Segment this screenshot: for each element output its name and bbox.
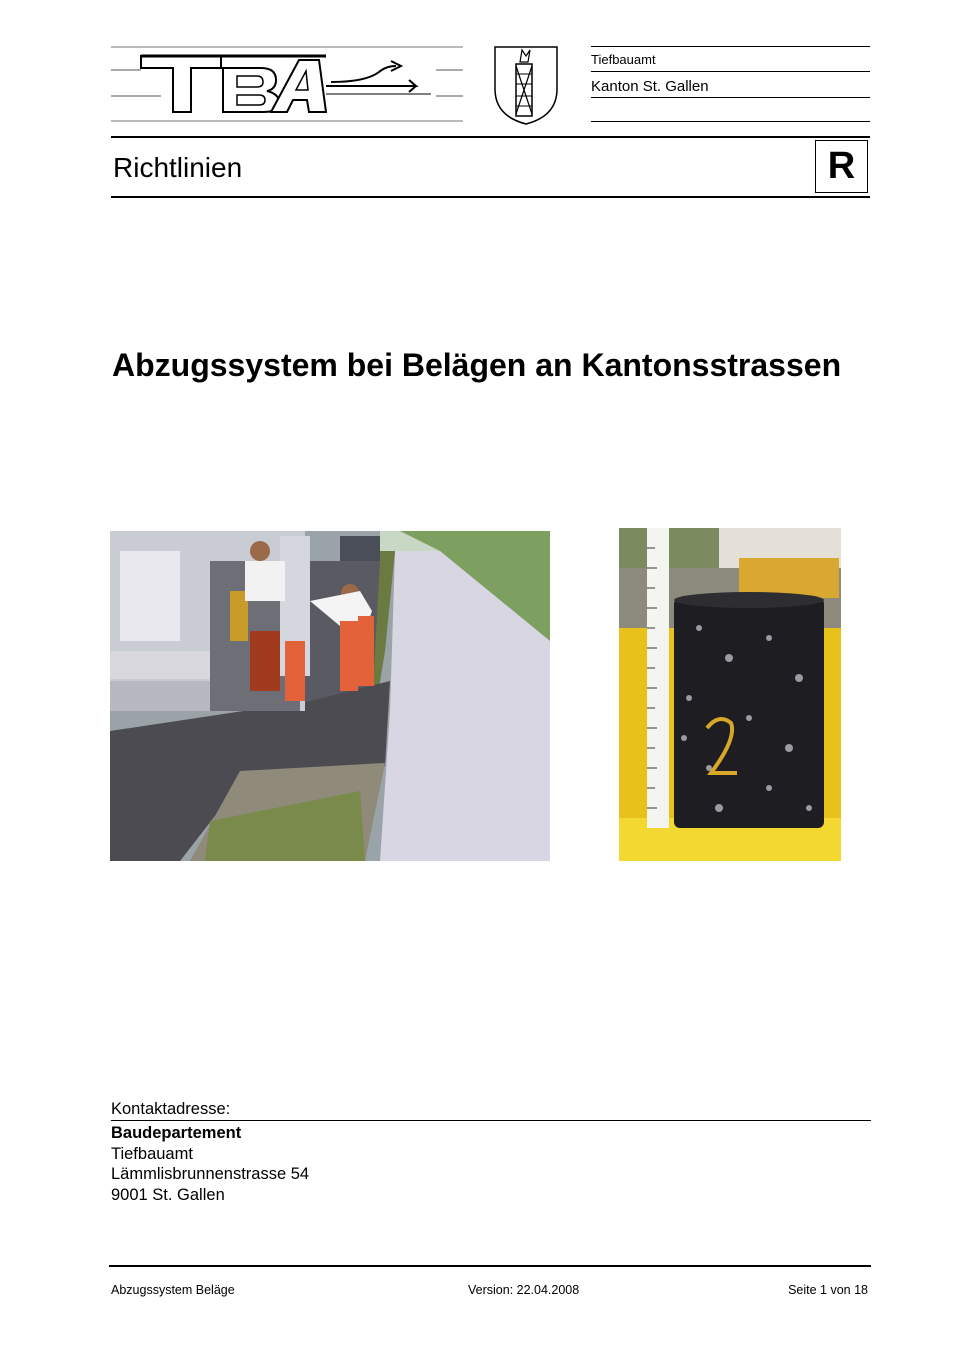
footer-rule xyxy=(109,1265,871,1267)
footer-version: Version: 22.04.2008 xyxy=(468,1283,580,1297)
header-rule xyxy=(591,71,870,72)
contact-department: Baudepartement xyxy=(111,1124,242,1142)
header-rule xyxy=(591,97,870,98)
canton-name: Kanton St. Gallen xyxy=(591,78,709,95)
contact-street: Lämmlisbrunnenstrasse 54 xyxy=(111,1165,310,1183)
paving-work-photo xyxy=(110,531,550,861)
tba-logo xyxy=(111,44,463,124)
org-name: Tiefbauamt xyxy=(591,52,656,67)
contact-rule xyxy=(111,1120,871,1121)
contact-label: Kontaktadresse: xyxy=(111,1100,231,1118)
contact-city: 9001 St. Gallen xyxy=(111,1185,225,1204)
header-rule xyxy=(591,121,870,122)
header-rule xyxy=(591,46,870,47)
footer-page-number: Seite 1 von 18 xyxy=(788,1283,868,1297)
contact-office: Tiefbauamt xyxy=(111,1144,193,1163)
contact-address xyxy=(111,1123,309,1205)
category-label: Richtlinien xyxy=(113,152,243,183)
category-rule-top xyxy=(111,136,870,138)
footer-doc-name: Abzugssystem Beläge xyxy=(111,1283,235,1297)
category-letter-box: R xyxy=(815,140,868,193)
asphalt-core-photo xyxy=(619,528,841,861)
canton-crest-icon xyxy=(492,44,560,126)
document-title: Abzugssystem bei Belägen an Kantonsstrassen xyxy=(112,347,842,383)
category-rule-bottom xyxy=(111,196,870,198)
